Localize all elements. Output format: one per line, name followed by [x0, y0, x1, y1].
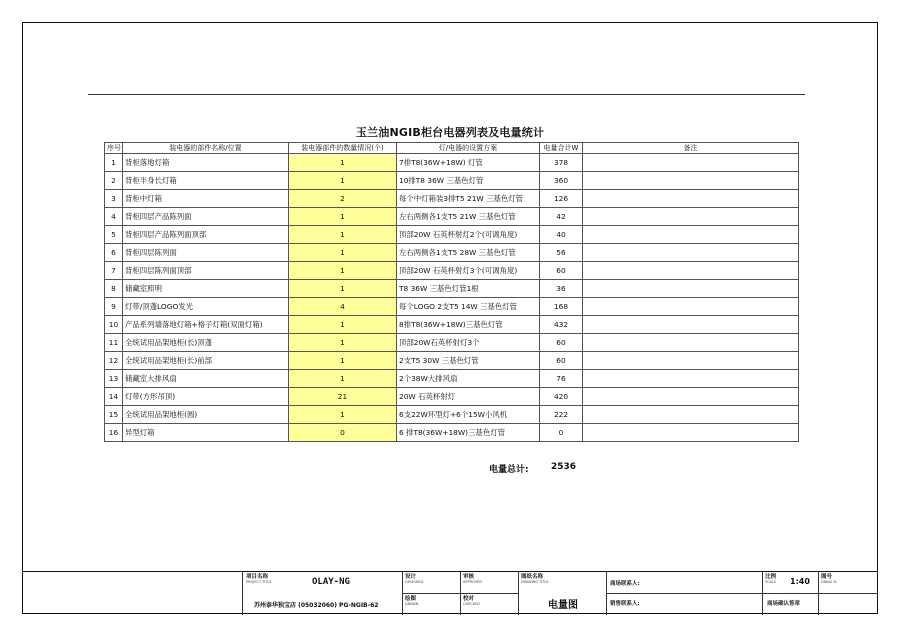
scale-value: 1:40: [790, 577, 810, 586]
row-note: [583, 172, 799, 190]
row-power: 76: [540, 370, 583, 388]
number-label: 图号: [821, 574, 833, 580]
row-seq: 4: [105, 208, 123, 226]
drawing-name-label: 图纸名称: [521, 574, 544, 580]
row-note: [583, 388, 799, 406]
row-part: 储藏室照明: [123, 280, 289, 298]
table-row: [105, 334, 799, 352]
table-row: [105, 154, 799, 172]
row-scheme: 10排T8 36W 三基色灯管: [397, 172, 540, 190]
row-qty: 1: [289, 154, 397, 172]
row-note: [583, 208, 799, 226]
row-seq: 2: [105, 172, 123, 190]
row-power: 168: [540, 298, 583, 316]
table-row: [105, 352, 799, 370]
header-part: 装电器的部件名称/位置: [123, 143, 289, 154]
row-qty: 0: [289, 424, 397, 442]
drawing-name: 电量图: [548, 600, 578, 611]
row-power: 0: [540, 424, 583, 442]
row-qty: 1: [289, 208, 397, 226]
row-part: 背柜落地灯箱: [123, 154, 289, 172]
row-seq: 7: [105, 262, 123, 280]
review-sub: APPROVED: [463, 580, 483, 584]
row-part: 储藏室大排风扇: [123, 370, 289, 388]
merchant-confirm: 商场确认签章: [767, 601, 801, 607]
row-part: 背柜半身长灯箱: [123, 172, 289, 190]
row-seq: 10: [105, 316, 123, 334]
row-qty: 1: [289, 172, 397, 190]
row-power: 378: [540, 154, 583, 172]
drawing-sub: DRAWN: [405, 602, 419, 606]
table-row: [105, 424, 799, 442]
row-part: 背柜四层陈列面: [123, 244, 289, 262]
project-name: OLAY-NG: [312, 577, 350, 587]
row-part: 背柜中灯箱: [123, 190, 289, 208]
row-part: 异型灯箱: [123, 424, 289, 442]
row-seq: 16: [105, 424, 123, 442]
row-note: [583, 280, 799, 298]
row-qty: 1: [289, 316, 397, 334]
row-qty: 2: [289, 190, 397, 208]
row-power: 42: [540, 208, 583, 226]
table-row: [105, 190, 799, 208]
row-qty: 1: [289, 262, 397, 280]
row-seq: 11: [105, 334, 123, 352]
row-scheme: 每个LOGO 2支T5 14W 三基色灯管: [397, 298, 540, 316]
store-name: 苏州泰华独宝店 (05032060) PG-NGIB-62: [254, 602, 379, 609]
table-row: [105, 370, 799, 388]
row-part: 全统试用品架地柜(圆): [123, 406, 289, 424]
table-row: [105, 172, 799, 190]
row-power: 56: [540, 244, 583, 262]
row-scheme: 7排T8(36W+18W) 灯管: [397, 154, 540, 172]
row-part: 产品系列墙落地灯箱+格子灯箱(双面灯箱): [123, 316, 289, 334]
row-scheme: 2个38W大排风扇: [397, 370, 540, 388]
merchant-contact: 商场联系人:: [610, 581, 640, 587]
row-qty: 1: [289, 244, 397, 262]
row-part: 灯带(方形吊顶): [123, 388, 289, 406]
table-row: [105, 316, 799, 334]
table-row: [105, 262, 799, 280]
row-qty: 4: [289, 298, 397, 316]
row-note: [583, 406, 799, 424]
table-row: [105, 244, 799, 262]
row-qty: 1: [289, 226, 397, 244]
row-part: 全统试用品架地柜(长)前部: [123, 352, 289, 370]
row-note: [583, 370, 799, 388]
row-note: [583, 154, 799, 172]
row-scheme: 顶部20W石英杯射灯3个: [397, 334, 540, 352]
scale-label: 比例: [765, 574, 777, 580]
row-qty: 1: [289, 334, 397, 352]
row-power: 420: [540, 388, 583, 406]
row-note: [583, 352, 799, 370]
review-label: 审核: [463, 574, 475, 580]
design-sub: DESIGNED: [405, 580, 424, 584]
row-part: 背柜四层产品陈列面: [123, 208, 289, 226]
row-qty: 1: [289, 370, 397, 388]
row-qty: 1: [289, 280, 397, 298]
row-seq: 9: [105, 298, 123, 316]
row-seq: 5: [105, 226, 123, 244]
header-power: 电量合计W: [540, 143, 583, 154]
check-sub: CHECKED: [463, 602, 480, 606]
row-part: 背柜四层陈列面顶部: [123, 262, 289, 280]
row-note: [583, 244, 799, 262]
header-seq: 序号: [105, 143, 123, 154]
row-scheme: 左右两侧各1支T5 28W 三基色灯管: [397, 244, 540, 262]
row-scheme: 6支22W环型灯+6个15W小风机: [397, 406, 540, 424]
header-rule: [88, 94, 805, 95]
table-row: [105, 280, 799, 298]
sheet-title: 玉兰油NGIB柜台电器列表及电量统计: [355, 126, 545, 139]
row-power: 60: [540, 352, 583, 370]
table-row: [105, 208, 799, 226]
table-row: [105, 406, 799, 424]
row-power: 60: [540, 262, 583, 280]
row-scheme: 每个中灯箱装3排T5 21W 三基色灯管: [397, 190, 540, 208]
row-power: 36: [540, 280, 583, 298]
table-row: [105, 388, 799, 406]
table-row: [105, 298, 799, 316]
sales-contact: 销售联系人:: [610, 601, 640, 607]
row-power: 222: [540, 406, 583, 424]
row-note: [583, 226, 799, 244]
row-note: [583, 424, 799, 442]
design-label: 设计: [405, 574, 417, 580]
header-qty: 装电器部件的数量情况(个): [289, 143, 397, 154]
row-power: 60: [540, 334, 583, 352]
row-seq: 12: [105, 352, 123, 370]
drawing-label: 绘图: [405, 596, 417, 602]
row-seq: 1: [105, 154, 123, 172]
drawing-name-sub: DRAWING TITLE: [521, 580, 549, 584]
row-note: [583, 190, 799, 208]
row-seq: 6: [105, 244, 123, 262]
row-power: 126: [540, 190, 583, 208]
row-seq: 8: [105, 280, 123, 298]
row-note: [583, 316, 799, 334]
row-scheme: 6 排T8(36W+18W)三基色灯管: [397, 424, 540, 442]
project-name-sub: PROJECT TITLE: [246, 580, 272, 584]
row-power: 40: [540, 226, 583, 244]
title-block: [22, 571, 878, 614]
total-label: 电量总计:: [489, 465, 529, 475]
row-seq: 13: [105, 370, 123, 388]
table-header-row: [105, 143, 799, 154]
row-scheme: 顶部20W 石英杯射灯2个(可调角度): [397, 226, 540, 244]
row-scheme: 左右两侧各1支T5 21W 三基色灯管: [397, 208, 540, 226]
header-note: 备注: [583, 143, 799, 154]
row-qty: 21: [289, 388, 397, 406]
row-note: [583, 262, 799, 280]
row-part: 背柜四层产品陈列面顶部: [123, 226, 289, 244]
table-row: [105, 226, 799, 244]
row-seq: 14: [105, 388, 123, 406]
project-name-label: 项目名称: [246, 574, 269, 580]
check-label: 校对: [463, 596, 475, 602]
row-note: [583, 298, 799, 316]
row-part: 全统试用品架地柜(长)顶蓬: [123, 334, 289, 352]
row-scheme: 顶部20W 石英杯射灯3个(可调角度): [397, 262, 540, 280]
power-table: [104, 142, 799, 442]
row-note: [583, 334, 799, 352]
row-power: 432: [540, 316, 583, 334]
total-value: 2536: [551, 462, 577, 472]
row-scheme: 8排T8(36W+18W)三基色灯管: [397, 316, 540, 334]
row-seq: 3: [105, 190, 123, 208]
number-sub: DRAW. N.: [821, 580, 838, 584]
row-qty: 1: [289, 352, 397, 370]
scale-sub: SCALE: [765, 580, 777, 584]
row-scheme: 2支T5 30W 三基色灯管: [397, 352, 540, 370]
row-qty: 1: [289, 406, 397, 424]
row-power: 360: [540, 172, 583, 190]
row-scheme: T8 36W 三基色灯管1根: [397, 280, 540, 298]
row-seq: 15: [105, 406, 123, 424]
row-part: 灯带/顶蓬LOGO发光: [123, 298, 289, 316]
row-scheme: 20W 石英杯射灯: [397, 388, 540, 406]
header-scheme: 灯/电器的设置方案: [397, 143, 540, 154]
